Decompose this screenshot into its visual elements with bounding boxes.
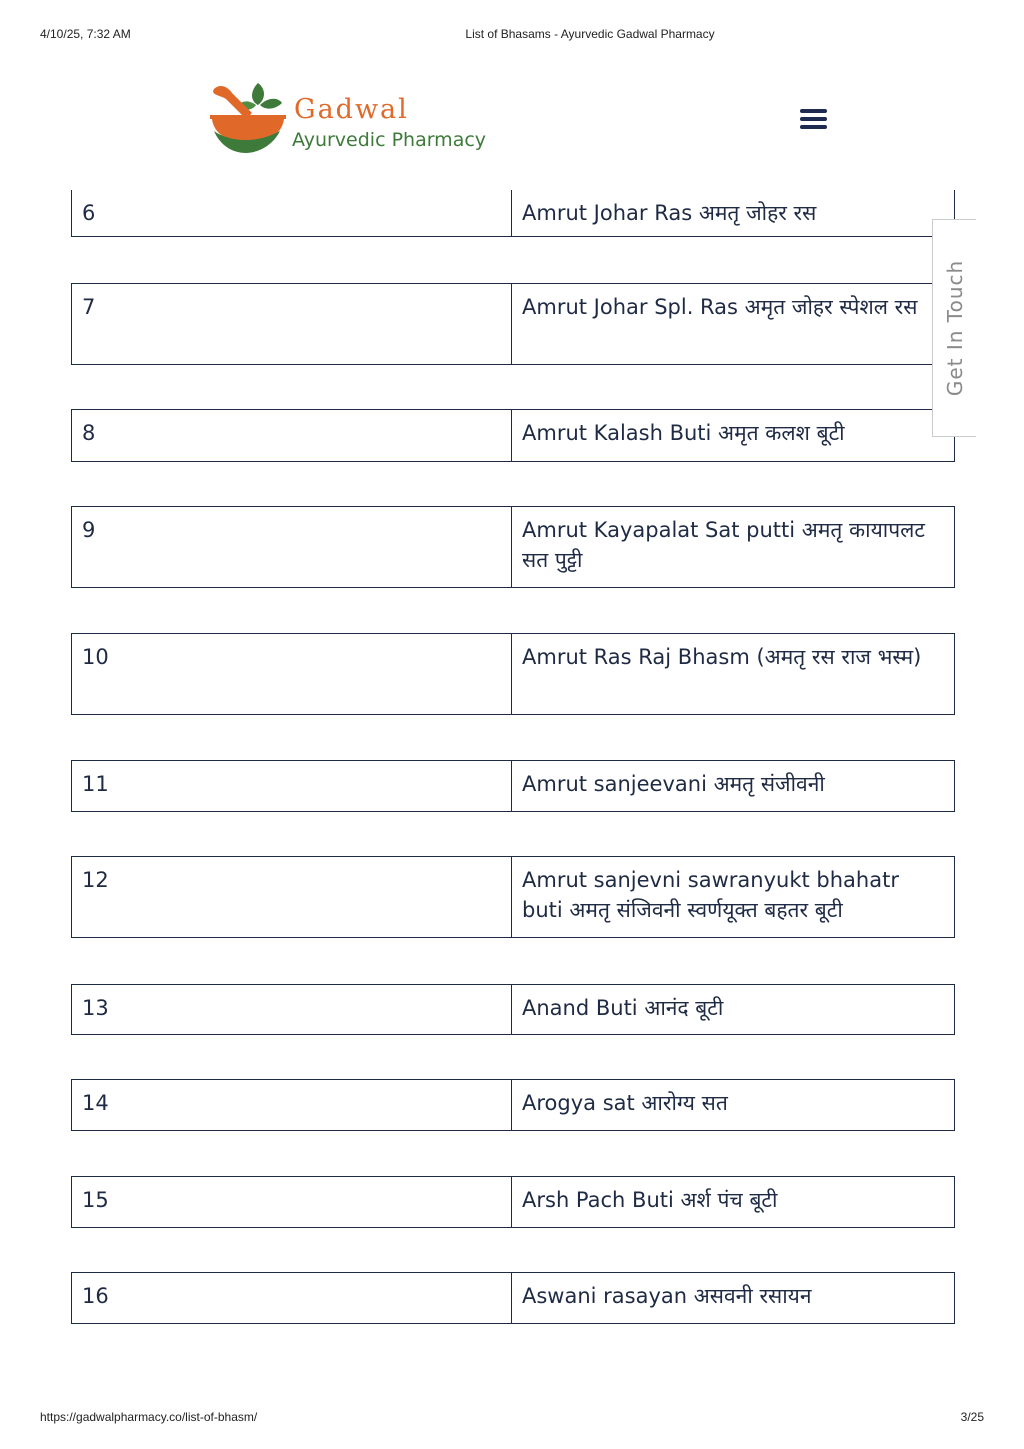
table-row (71, 506, 955, 588)
row-number: 12 (72, 857, 512, 937)
table-row (71, 190, 955, 237)
get-in-touch-tab[interactable] (932, 219, 976, 437)
brand-name: Gadwal (294, 94, 409, 125)
print-datetime: 4/10/25, 7:32 AM (40, 27, 131, 41)
row-product-name: Amrut Johar Ras अमतृ जोहर रस (522, 201, 817, 225)
row-number: 6 (72, 190, 512, 236)
row-product-name: Amrut sanjevni sawranyukt bhahatr buti अमतृ संजिवनी स्वर्णयूक्त बहतर बूटी (522, 868, 899, 922)
table-row (71, 1176, 955, 1228)
print-document-title: List of Bhasams - Ayurvedic Gadwal Pharmacy (465, 27, 715, 41)
row-product-name: Amrut Johar Spl. Ras अमृत जोहर स्पेशल रस (522, 295, 918, 319)
row-product-name: Amrut Kayapalat Sat putti अमतृ कायापलट सत पुट्टी (522, 518, 925, 572)
site-logo[interactable] (206, 75, 516, 159)
print-url: https://gadwalpharmacy.co/list-of-bhasm/ (40, 1410, 258, 1424)
table-row (71, 283, 955, 365)
row-number: 16 (72, 1273, 512, 1323)
row-product-name: Amrut Ras Raj Bhasm (अमतृ रस राज भस्म) (522, 645, 922, 669)
row-number: 15 (72, 1177, 512, 1227)
hamburger-menu-icon[interactable] (800, 109, 828, 131)
table-row (71, 409, 955, 462)
table-row (71, 1272, 955, 1324)
row-number: 14 (72, 1080, 512, 1130)
row-product-name: Arogya sat आरोग्य सत (522, 1091, 728, 1115)
print-page-number: 3/25 (960, 1410, 984, 1424)
row-product-name: Amrut Kalash Buti अमृत कलश बूटी (522, 421, 845, 445)
row-product-name: Arsh Pach Buti अर्श पंच बूटी (522, 1188, 778, 1212)
table-row (71, 633, 955, 715)
table-row (71, 1079, 955, 1131)
row-number: 13 (72, 985, 512, 1034)
print-header (0, 27, 1024, 43)
row-number: 9 (72, 507, 512, 587)
table-row (71, 984, 955, 1035)
table-row (71, 856, 955, 938)
brand-tagline: Ayurvedic Pharmacy (292, 129, 487, 151)
row-number: 11 (72, 761, 512, 811)
table-row (71, 760, 955, 812)
row-number: 8 (72, 410, 512, 461)
row-product-name: Aswani rasayan असवनी रसायन (522, 1284, 812, 1308)
row-product-name: Amrut sanjeevani अमतृ संजीवनी (522, 772, 825, 796)
row-number: 10 (72, 634, 512, 714)
mortar-pestle-leaf-icon (206, 75, 290, 159)
row-number: 7 (72, 284, 512, 364)
row-product-name: Anand Buti आनंद बूटी (522, 996, 724, 1020)
get-in-touch-label: Get In Touch (942, 259, 967, 397)
